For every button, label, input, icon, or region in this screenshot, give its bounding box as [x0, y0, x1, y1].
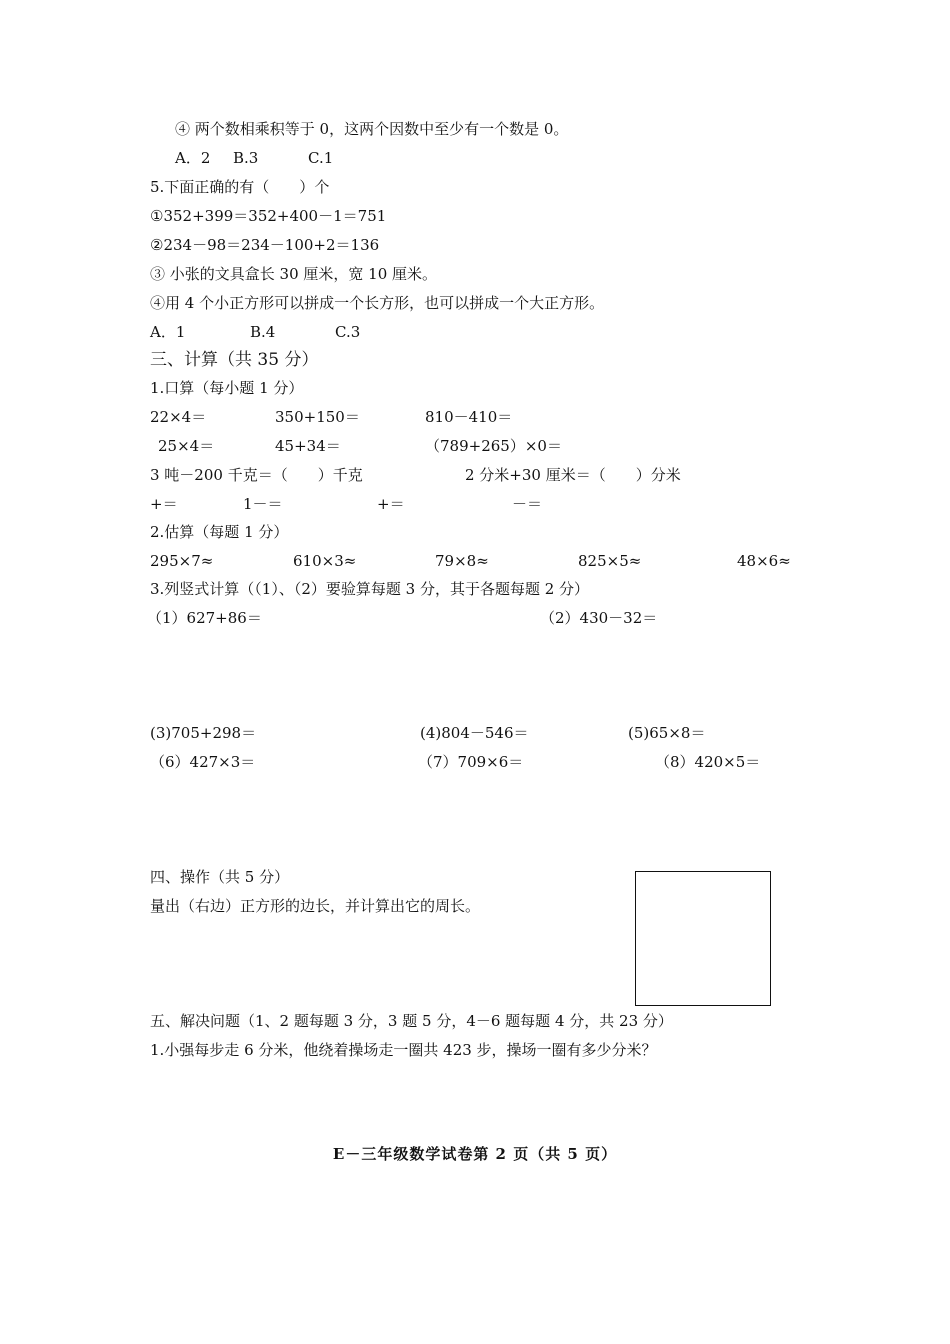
estimate-item: 610×3≈ — [293, 552, 357, 570]
page-footer: E－三年级数学试卷第 2 页（共 5 页） — [332, 1145, 618, 1163]
q5-item-2: ②234－98＝234－100+2＝136 — [150, 236, 380, 254]
section-4-title: 四、操作（共 5 分） — [150, 868, 290, 886]
question-5-stem: 5.下面正确的有（ ）个 — [150, 178, 330, 196]
estimate-item: 48×6≈ — [737, 552, 791, 570]
vertical-item: （1）627+86＝ — [147, 609, 262, 627]
oral-item: 2 分米+30 厘米＝（ ）分米 — [465, 466, 681, 484]
vertical-item: (4)804－546＝ — [420, 724, 529, 742]
vertical-item: （8）420×5＝ — [655, 753, 761, 771]
oral-calc-title: 1.口算（每小题 1 分） — [150, 379, 304, 397]
oral-item: 1－＝ — [243, 495, 283, 513]
oral-item: +＝ — [150, 495, 178, 513]
oral-item: 3 吨－200 千克＝（ ）千克 — [150, 466, 363, 484]
q5-item-4: ④用 4 个小正方形可以拼成一个长方形，也可以拼成一个大正方形。 — [150, 294, 605, 312]
q5-item-3: ③ 小张的文具盒长 30 厘米，宽 10 厘米。 — [150, 265, 438, 283]
oral-item: 22×4＝ — [150, 408, 207, 426]
section-5-title: 五、解决问题（1、2 题每题 3 分，3 题 5 分，4－6 题每题 4 分，共 23 分） — [150, 1012, 673, 1030]
oral-item: 25×4＝ — [158, 437, 215, 455]
oral-item: －＝ — [512, 495, 543, 513]
section-4-text: 量出（右边）正方形的边长，并计算出它的周长。 — [150, 897, 481, 915]
estimate-item: 79×8≈ — [435, 552, 489, 570]
question-4-item-4: ④ 两个数相乘积等于 0，这两个因数中至少有一个数是 0。 — [175, 120, 569, 138]
oral-item: 45+34＝ — [275, 437, 341, 455]
oral-item: 350+150＝ — [275, 408, 360, 426]
vertical-calc-title: 3.列竖式计算（（1）、（2）要验算每题 3 分，其于各题每题 2 分） — [150, 580, 590, 598]
estimate-title: 2.估算（每题 1 分） — [150, 523, 289, 541]
section-5-question-1: 1.小强每步走 6 分米，他绕着操场走一圈共 423 步，操场一圈有多少分米？ — [150, 1041, 657, 1059]
q4-option-c: C.1 — [308, 149, 334, 167]
q5-option-b: B.4 — [250, 323, 276, 341]
oral-item: +＝ — [377, 495, 405, 513]
estimate-item: 825×5≈ — [578, 552, 642, 570]
q5-option-c: C.3 — [335, 323, 361, 341]
estimate-item: 295×7≈ — [150, 552, 214, 570]
vertical-item: （6）427×3＝ — [150, 753, 256, 771]
q5-option-a: A．1 — [150, 323, 186, 341]
oral-item: 810－410＝ — [425, 408, 513, 426]
vertical-item: (5)65×8＝ — [628, 724, 706, 742]
q4-option-b: B.3 — [233, 149, 259, 167]
measure-square — [635, 871, 771, 1006]
vertical-item: (3)705+298＝ — [150, 724, 257, 742]
section-3-title: 三、计算（共 35 分） — [150, 350, 319, 370]
vertical-item: （7）709×6＝ — [418, 753, 524, 771]
q4-option-a: A．2 — [175, 149, 211, 167]
vertical-item: （2）430－32＝ — [540, 609, 658, 627]
oral-item: （789+265）×0＝ — [425, 437, 562, 455]
q5-item-1: ①352+399＝352+400－1＝751 — [150, 207, 387, 225]
